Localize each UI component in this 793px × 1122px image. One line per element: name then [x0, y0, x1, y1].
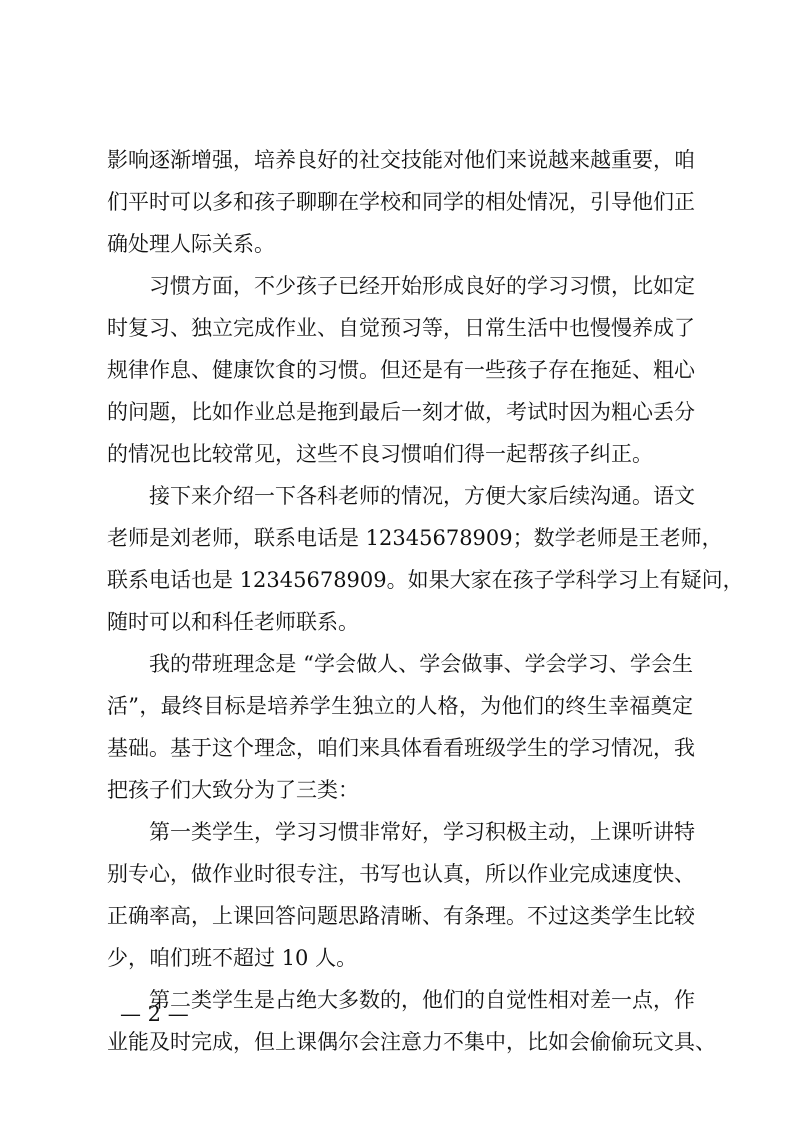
text-line: 习惯方面，不少孩子已经开始形成良好的学习习惯，比如定 [149, 274, 695, 298]
text-line: 规律作息、健康饮食的习惯。但还是有一些孩子存在拖延、粗心 [107, 358, 695, 382]
text-line: 老师是刘老师，联系电话是 12345678909；数学老师是王老师， [107, 526, 723, 550]
text-line: 影响逐渐增强，培养良好的社交技能对他们来说越来越重要，咱 [107, 148, 695, 172]
text-line: 们平时可以多和孩子聊聊在学校和同学的相处情况，引导他们正 [107, 190, 695, 214]
text-line: 我的带班理念是 “学会做人、学会做事、学会学习、学会生 [149, 652, 693, 676]
text-line: 基础。基于这个理念，咱们来具体看看班级学生的学习情况，我 [107, 736, 695, 760]
text-line: 正确率高，上课回答问题思路清晰、有条理。不过这类学生比较 [107, 904, 695, 928]
text-line: 确处理人际关系。 [107, 232, 275, 256]
text-line: 联系电话也是 12345678909。如果大家在孩子学科学习上有疑问， [107, 568, 744, 592]
text-line: 活”，最终目标是培养学生独立的人格，为他们的终生幸福奠定 [107, 694, 693, 718]
text-line: 别专心，做作业时很专注，书写也认真，所以作业完成速度快、 [107, 862, 695, 886]
text-line: 随时可以和科任老师联系。 [107, 610, 359, 634]
text-line: 第一类学生，学习习惯非常好，学习积极主动，上课听讲特 [149, 820, 695, 844]
text-line: 业能及时完成，但上课偶尔会注意力不集中，比如会偷偷玩文具、 [107, 1030, 716, 1054]
text-line: 的情况也比较常见，这些不良习惯咱们得一起帮孩子纠正。 [107, 442, 653, 466]
text-line: 接下来介绍一下各科老师的情况，方便大家后续沟通。语文 [149, 484, 695, 508]
text-line: 把孩子们大致分为了三类： [107, 778, 359, 802]
text-line: 第二类学生是占绝大多数的，他们的自觉性相对差一点，作 [149, 988, 695, 1012]
text-line: 的问题，比如作业总是拖到最后一刻才做，考试时因为粗心丢分 [107, 400, 695, 424]
page-number: — 2 — [120, 1002, 189, 1026]
text-line: 少，咱们班不超过 10 人。 [107, 946, 358, 970]
text-line: 时复习、独立完成作业、自觉预习等，日常生活中也慢慢养成了 [107, 316, 695, 340]
